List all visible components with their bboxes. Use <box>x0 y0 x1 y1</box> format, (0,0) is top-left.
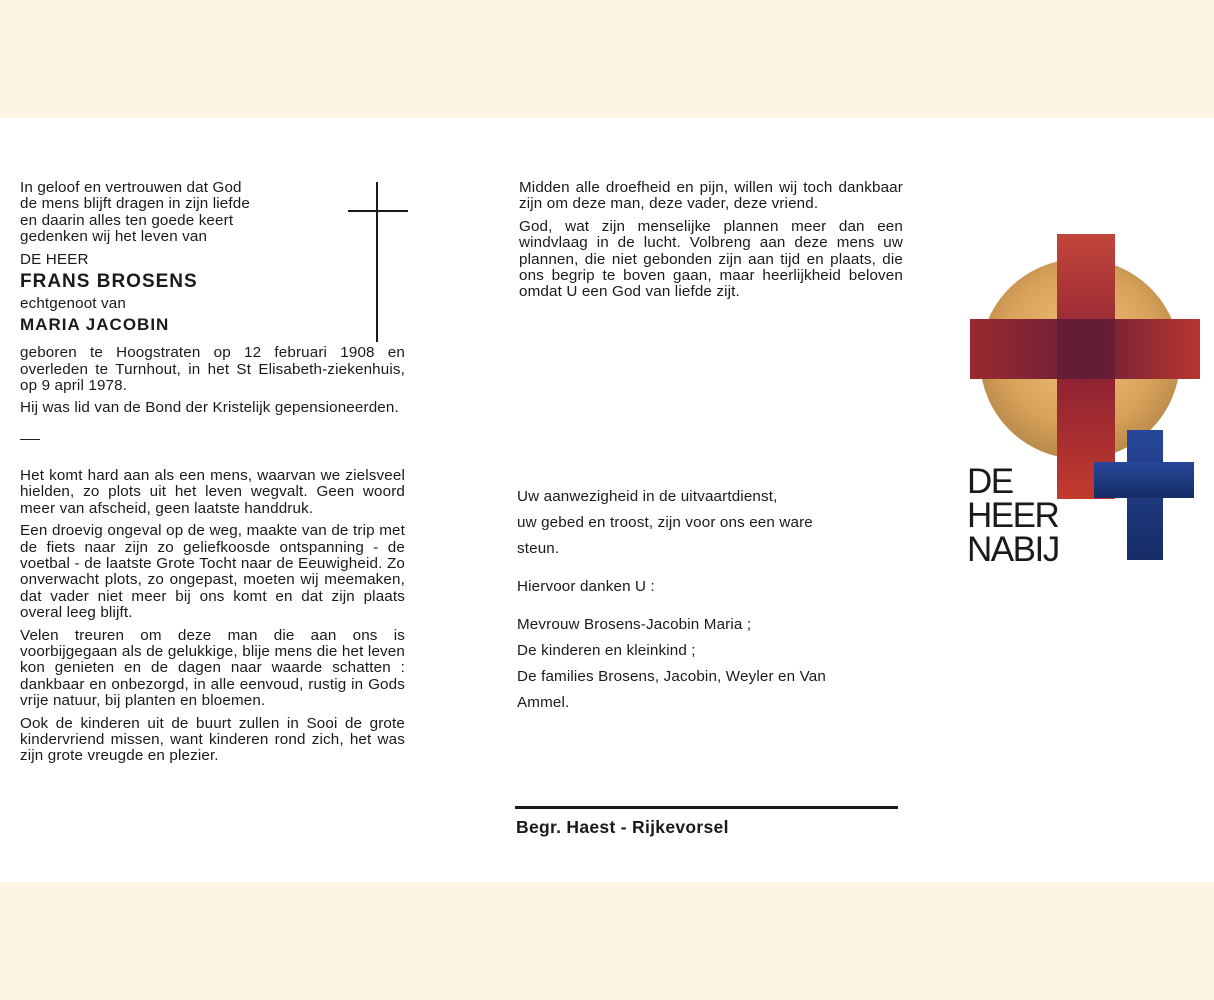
intro-line: DE HEER <box>20 250 89 268</box>
intro-line: en daarin alles ten goede keert <box>20 211 234 229</box>
memorial-paragraph: Ook de kinderen uit de buurt zullen in Sooi de grote kindervriend missen, want kinderen rond zich, het was zijn grote vreugde en plezier. <box>20 714 405 765</box>
family-line: De families Brosens, Jacobin, Weyler en Van <box>517 668 826 685</box>
caption-line: NABIJ <box>967 530 1059 569</box>
left-column <box>20 180 405 771</box>
birth-death-text: geboren te Hoogstraten op 12 februari 1908 en overleden te Turnhout, in het St Elisabeth-ziekenhuis, op 9 april 1978. <box>20 344 405 395</box>
middle-column-prayer <box>519 180 903 307</box>
blue-cross-horizontal <box>1094 462 1194 498</box>
artwork-caption <box>967 462 1059 569</box>
middle-column-thanks <box>517 486 901 718</box>
signature-rule <box>515 806 898 809</box>
memorial-paragraph: Een droevig ongeval op de weg, maakte van de trip met de fiets naar zijn zo geliefkoosde ontspanning - de voetbal - de laatste Grote Tocht naar de Eeuwigheid. Zo onverwacht plots, zo ongepast, moeten wij meemaken, dat vader niet meer bij ons komt en dat zijn plaats overal leeg blijft. <box>20 522 405 622</box>
memorial-paragraph: Het komt hard aan als een mens, waarvan we zielsveel hielden, zo plots uit het leven wegvalt. Geen woord meer van afscheid, geen laatste handdruk. <box>20 466 405 517</box>
thanks-by: Hiervoor danken U : <box>517 578 655 595</box>
spouse-label: echtgenoot van <box>20 295 126 313</box>
family-line: Mevrouw Brosens-Jacobin Maria ; <box>517 616 752 633</box>
caption-line: HEER <box>967 496 1059 535</box>
intro-text <box>20 180 300 268</box>
membership-text: Hij was lid van de Bond der Kristelijk gepensioneerden. <box>20 399 399 417</box>
caption-line: DE <box>967 462 1013 501</box>
memorial-card <box>0 118 1214 882</box>
divider-dash <box>20 439 40 440</box>
family-line: De kinderen en kleinkind ; <box>517 642 696 659</box>
prayer-paragraph: God, wat zijn menselijke plannen meer dan een windvlaag in de lucht. Volbreng aan deze mens uw plannen, die niet gebonden zijn aan tijd en plaats, die ons begrip te boven gaan, maar heerlijkheid beloven omdat U een God van liefde zijt. <box>519 217 903 301</box>
thanks-line: steun. <box>517 540 560 557</box>
family-line: Ammel. <box>517 694 570 711</box>
thanks-line: Uw aanwezigheid in de uitvaartdienst, <box>517 488 778 505</box>
intro-line: gedenken wij het leven van <box>20 228 208 246</box>
memorial-paragraph: Velen treuren om deze man die aan ons is voorbijgegaan als de gelukkige, blije mens die het leven kon genieten en de dagen naar waarde schatten : dankbaar en onbezorgd, in alle eenvoud, rustig in Gods vrije natuur, bij planten en bloemen. <box>20 626 405 710</box>
intro-line: In geloof en vertrouwen dat God <box>20 179 242 196</box>
spouse-name: MARIA JACOBIN <box>20 314 170 334</box>
prayer-paragraph: Midden alle droefheid en pijn, willen wij toch dankbaar zijn om deze man, deze vader, deze vriend. <box>519 179 903 213</box>
printer-credit: Begr. Haest - Rijkevorsel <box>516 817 729 837</box>
thanks-line: uw gebed en troost, zijn voor ons een ware <box>517 514 813 531</box>
deceased-name: FRANS BROSENS <box>20 271 198 293</box>
intro-line: de mens blijft dragen in zijn liefde <box>20 195 250 213</box>
